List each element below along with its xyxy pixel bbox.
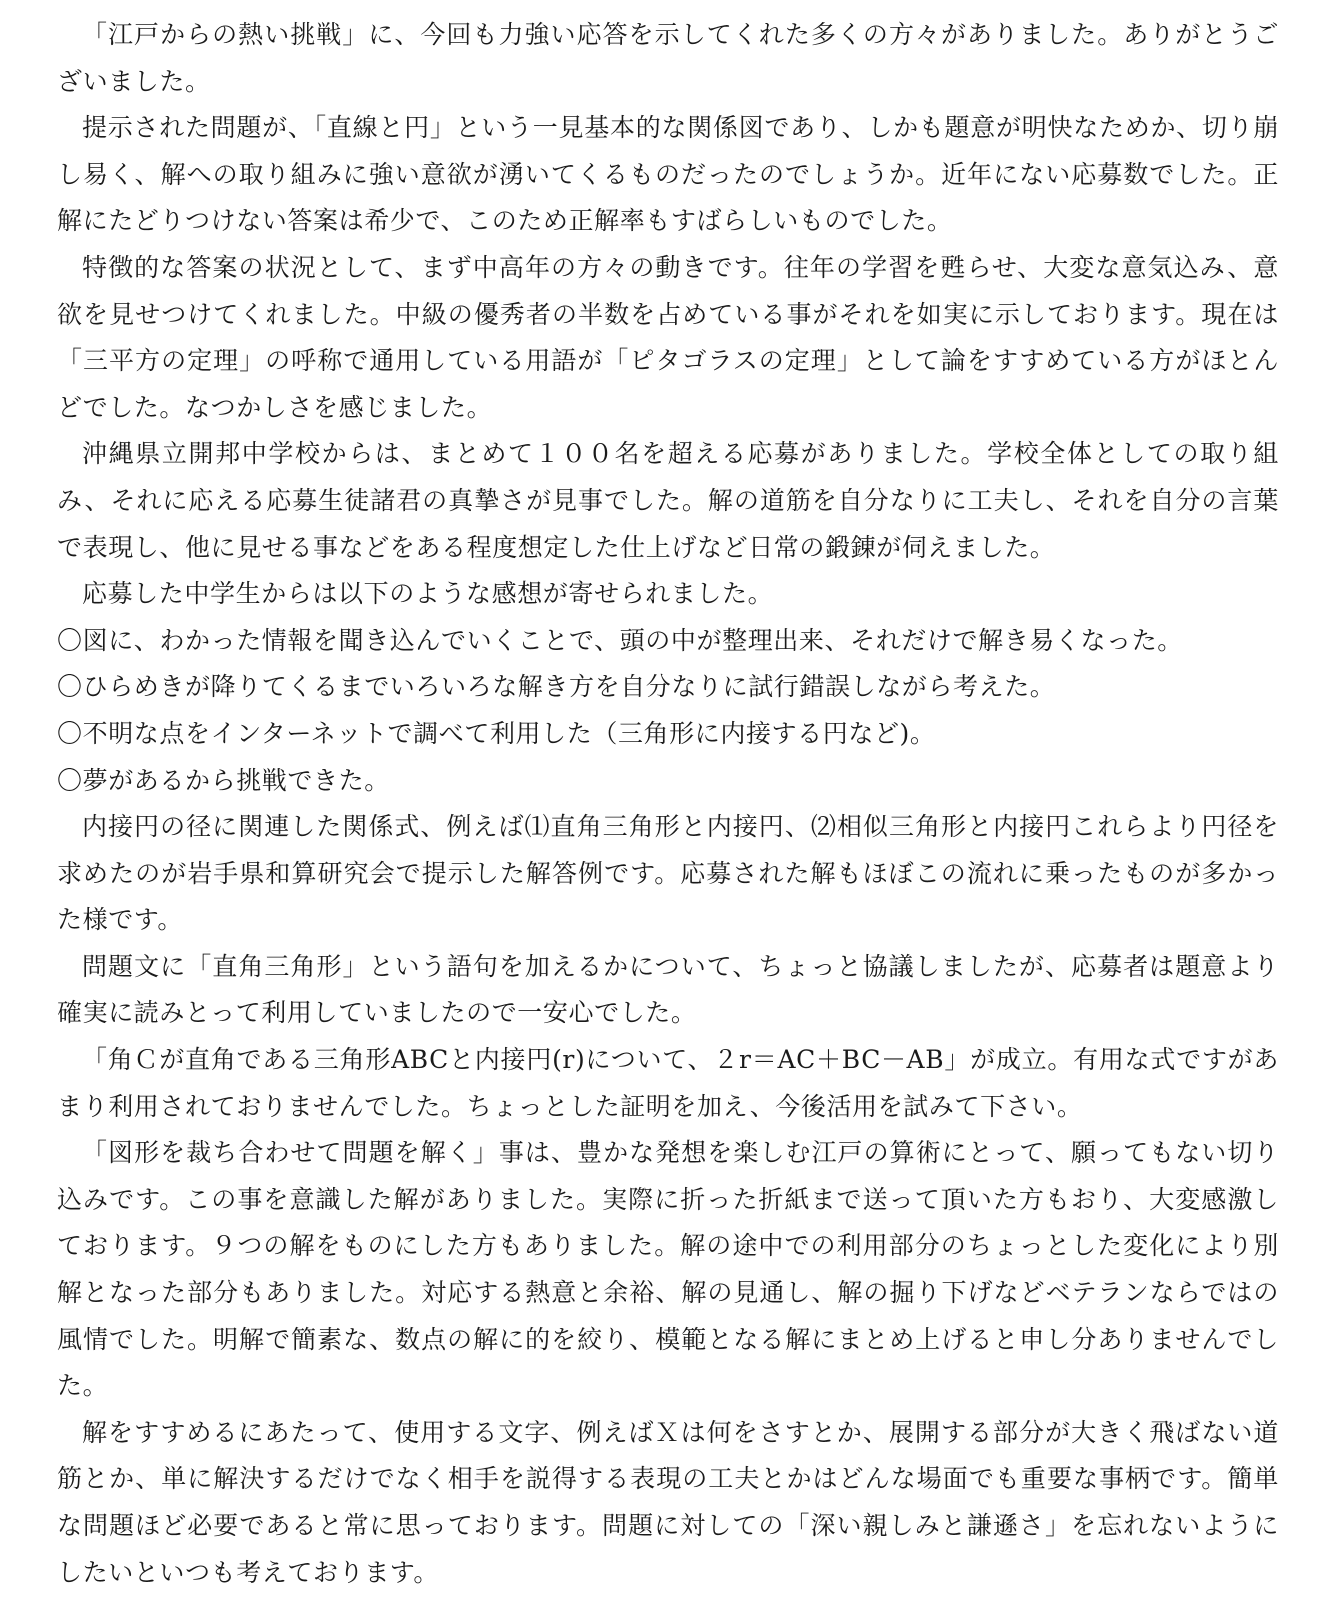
impression-item: 〇図に、わかった情報を聞き込んでいくことで、頭の中が整理出来、それだけで解き易くなった。: [57, 625, 1183, 655]
paragraph-closing: 解をすすめるにあたって、使用する文字、例えばＸは何をさすとか、展開する部分が大きく飛ばない道筋とか、単に解決するだけでなく相手を説得する表現の工夫とかはどんな場面でも重要な事柄です。簡単な問題ほど必要であると常に思っております。問題に対しての「深い親しみと謙遜さ」を忘れないようにしたいといつも考えております。: [57, 1417, 1279, 1587]
paragraph-incircle: 内接円の径に関連した関係式、例えば⑴直角三角形と内接円、⑵相似三角形と内接円これらより円径を求めたのが岩手県和算研究会で提示した解答例です。応募された解もほぼこの流れに乗ったものが多かった様です。: [57, 812, 1279, 935]
impression-item: 〇夢があるから挑戦できた。: [57, 765, 390, 795]
paragraph-right-triangle: 問題文に「直角三角形」という語句を加えるかについて、ちょっと協議しましたが、応募者は題意より確実に読みとって利用していましたので一安心でした。: [57, 951, 1279, 1028]
paragraph-impressions-intro: 応募した中学生からは以下のような感想が寄せられました。: [82, 579, 774, 609]
paragraph-figure-cutting: 「図形を裁ち合わせて問題を解く」事は、豊かな発想を楽しむ江戸の算術にとって、願ってもない切り込みです。この事を意識した解がありました。実際に折った折紙まで送って頂いた方もおり、大変感激しております。９つの解をものにした方もありました。解の途中での利用部分のちょっとした変化により別解となった部分もありました。対応する熱意と余裕、解の見通し、解の掘り下げなどベテランならではの風情でした。明解で簡素な、数点の解に的を絞り、模範となる解にまとめ上げると申し分ありませんでした。: [57, 1138, 1279, 1401]
paragraph-formula: 「角Ｃが直角である三角形ABCと内接円(r)について、２r＝AC＋BC－AB」が成立。有用な式ですがあまり利用されておりませんでした。ちょっとした証明を加え、今後活用を試みて下さい。: [57, 1045, 1279, 1121]
paragraph-thanks: 「江戸からの熱い挑戦」に、今回も力強い応答を示してくれた多くの方々がありました。ありがとうございました。: [57, 20, 1279, 96]
paragraph-problem: 提示された問題が、「直線と円」という一見基本的な関係図であり、しかも題意が明快なためか、切り崩し易く、解への取り組みに強い意欲が湧いてくるものだったのでしょうか。近年にない応募数でした。正解にたどりつけない答案は希少で、このため正解率もすばらしいものでした。: [57, 113, 1279, 236]
paragraph-kaiho-school: 沖縄県立開邦中学校からは、まとめて１００名を超える応募がありました。学校全体としての取り組み、それに応える応募生徒諸君の真摯さが見事でした。解の道筋を自分なりに工夫し、それを自分の言葉で表現し、他に見せる事などをある程度想定した仕上げなど日常の鍛錬が伺えました。: [57, 439, 1279, 562]
document-body: [57, 12, 1279, 1596]
paragraph-middle-aged: 特徴的な答案の状況として、まず中高年の方々の動きです。往年の学習を甦らせ、大変な意気込み、意欲を見せつけてくれました。中級の優秀者の半数を占めている事がそれを如実に示しております。現在は「三平方の定理」の呼称で通用している用語が「ピタゴラスの定理」として論をすすめている方がほとんどでした。なつかしさを感じました。: [57, 252, 1279, 422]
impression-item: 〇ひらめきが降りてくるまでいろいろな解き方を自分なりに試行錯誤しながら考えた。: [57, 672, 1056, 702]
impression-item: 〇不明な点をインターネットで調べて利用した（三角形に内接する円など)。: [57, 718, 936, 748]
